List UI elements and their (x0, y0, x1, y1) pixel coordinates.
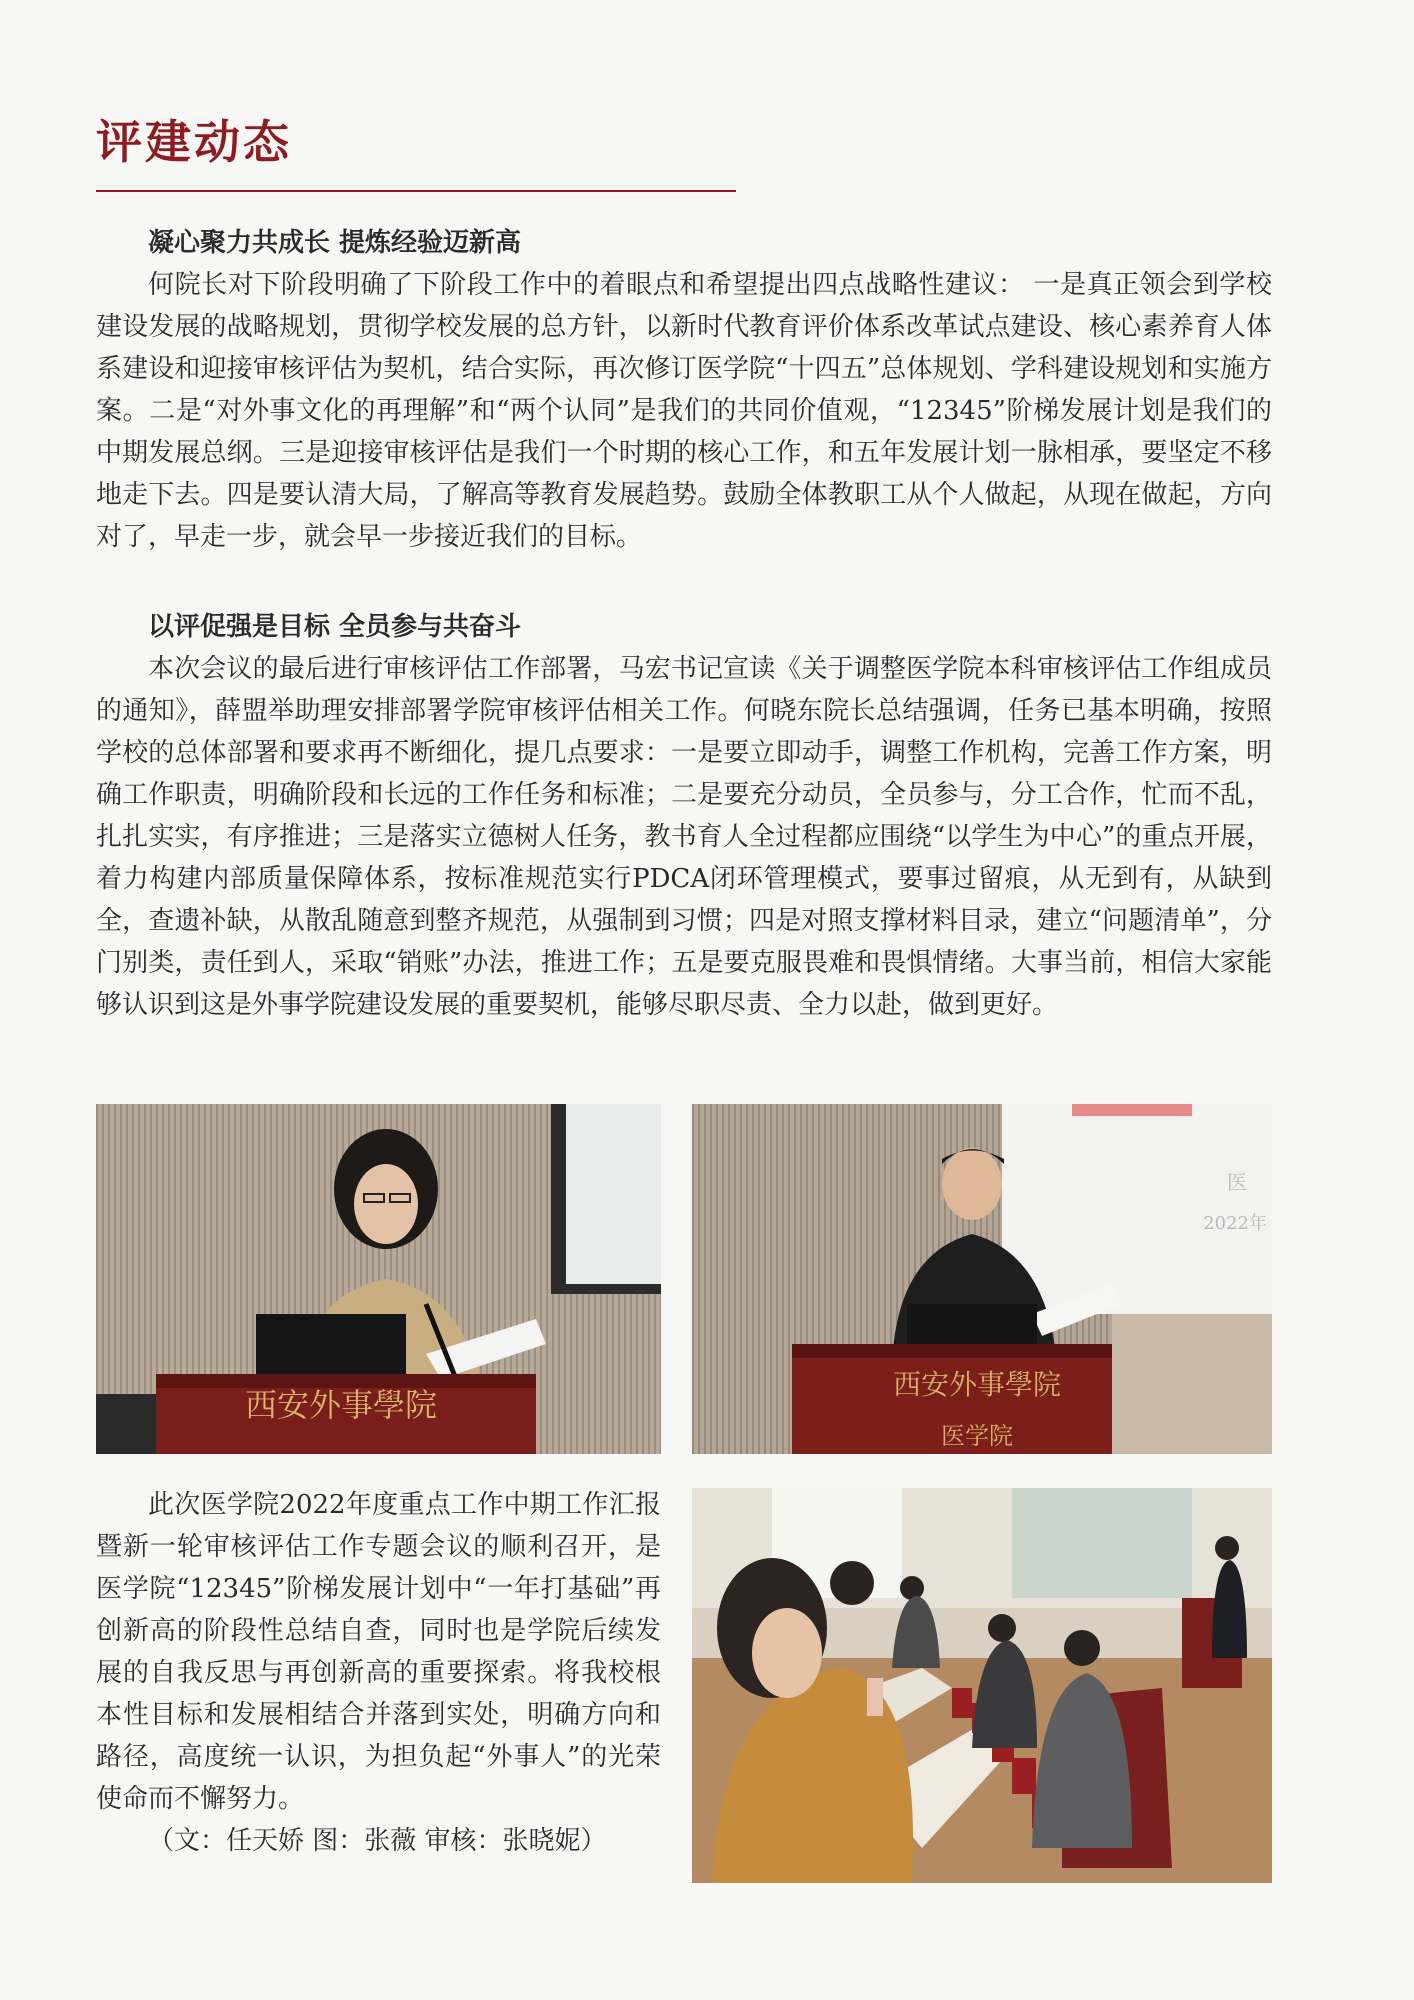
page-title: 评建动态 (96, 115, 292, 169)
photo-female-speaker (96, 1104, 661, 1454)
podium-lettering-1: 西安外事學院 (244, 1386, 438, 1424)
photo-meeting-hall (692, 1488, 1272, 1883)
section-1 (96, 222, 1272, 558)
screen-text-2: 2022年 (1203, 1213, 1267, 1234)
section-1-heading: 凝心聚力共成长 提炼经验迈新高 (148, 228, 522, 258)
photo-male-speaker (692, 1104, 1272, 1454)
section-2-paragraph: 本次会议的最后进行审核评估工作部署，马宏书记宣读《关于调整医学院本科审核评估工作组成员的通知》，薛盟举助理安排部署学院审核评估相关工作。何晓东院长总结强调，任务已基本明确，按照学校的总体部署和要求再不断细化，提几点要求：一是要立即动手，调整工作机构，完善工作方案，明确工作职责，明确阶段和长远的工作任务和标准；二是要充分动员，全员参与，分工合作，忙而不乱，扎扎实实，有序推进；三是落实立德树人任务，教书育人全过程都应围绕“以学生为中心”的重点开展，着力构建内部质量保障体系，按标准规范实行PDCA闭环管理模式，要事过留痕，从无到有，从缺到全，查遗补缺，从散乱随意到整齐规范，从强制到习惯；四是对照支撑材料目录，建立“问题清单”，分门别类，责任到人，采取“销账”办法，推进工作；五是要克服畏难和畏惧情绪。大事当前，相信大家能够认识到这是外事学院建设发展的重要契机，能够尽职尽责、全力以赴，做到更好。 (96, 654, 1272, 1020)
credit-line: （文：任天娇 图：张薇 审核：张晓妮） (148, 1826, 607, 1856)
podium-lettering-2: 西安外事學院 (892, 1368, 1062, 1401)
podium-lettering-3: 医学院 (941, 1422, 1013, 1450)
section-2-heading: 以评促强是目标 全员参与共奋斗 (148, 612, 522, 642)
closing-section (96, 1484, 661, 1862)
screen-text-1: 医 (1227, 1170, 1247, 1194)
section-1-paragraph: 何院长对下阶段明确了下阶段工作中的着眼点和希望提出四点战略性建议： 一是真正领会到学校建设发展的战略规划，贯彻学校发展的总方针，以新时代教育评价体系改革试点建设、核心素养育人体系建设和迎接审核评估为契机，结合实际，再次修订医学院“十四五”总体规划、学科建设规划和实施方案。二是“对外事文化的再理解”和“两个认同”是我们的共同价值观，“12345”阶梯发展计划是我们的中期发展总纲。三是迎接审核评估是我们一个时期的核心工作，和五年发展计划一脉相承，要坚定不移地走下去。四是要认清大局，了解高等教育发展趋势。鼓励全体教职工从个人做起，从现在做起，方向对了，早走一步，就会早一步接近我们的目标。 (96, 270, 1272, 552)
title-divider (96, 190, 736, 192)
closing-paragraph: 此次医学院2022年度重点工作中期工作汇报暨新一轮审核评估工作专题会议的顺利召开，是医学院“12345”阶梯发展计划中“一年打基础”再创新高的阶段性总结自查，同时也是学院后续发展的自我反思与再创新高的重要探索。将我校根本性目标和发展相结合并落到实处，明确方向和路径，高度统一认识，为担负起“外事人”的光荣使命而不懈努力。 (96, 1490, 661, 1814)
section-2 (96, 606, 1272, 1026)
